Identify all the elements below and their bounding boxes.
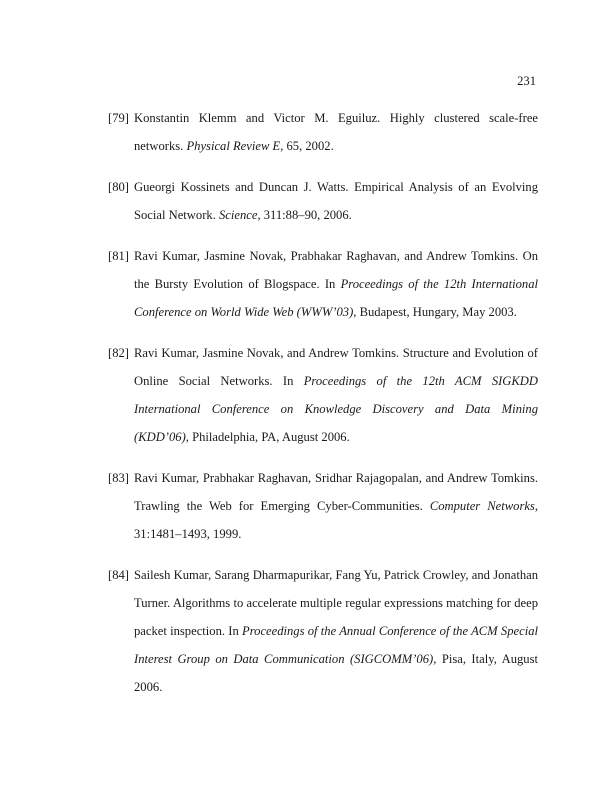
reference-label: [81] (108, 249, 129, 263)
page-number: 231 (517, 74, 536, 88)
reference-item-84 (108, 561, 538, 701)
reference-label: [79] (108, 111, 129, 125)
reference-label: [80] (108, 180, 129, 194)
reference-text: Konstantin Klemm and Victor M. Eguiluz. Highly clustered scale-free networks. Physical Review E, 65, 2002. (134, 111, 538, 153)
reference-text: Gueorgi Kossinets and Duncan J. Watts. Empirical Analysis of an Evolving Social Network. Science, 311:88–90, 2006. (134, 180, 538, 222)
reference-label: [83] (108, 471, 129, 485)
reference-label: [82] (108, 346, 129, 360)
reference-item-81 (108, 242, 538, 326)
reference-item-83 (108, 464, 538, 548)
reference-text: Sailesh Kumar, Sarang Dharmapurikar, Fang Yu, Patrick Crowley, and Jonathan Turner. Algorithms to accelerate multiple regular expressions matching for deep packet inspection. In Proceedings of the Annual Conference of the ACM Special Interest Group on Data Communication (SIGCOMM’06), Pisa, Italy, August 2006. (134, 568, 538, 694)
reference-item-80 (108, 173, 538, 229)
reference-item-82 (108, 339, 538, 451)
reference-text: Ravi Kumar, Jasmine Novak, Prabhakar Raghavan, and Andrew Tomkins. On the Bursty Evolution of Blogspace. In Proceedings of the 12th International Conference on World Wide Web (WWW’03), Budapest, Hungary, May 2003. (134, 249, 538, 319)
bibliography-list (108, 104, 538, 714)
reference-label: [84] (108, 568, 129, 582)
reference-text: Ravi Kumar, Jasmine Novak, and Andrew Tomkins. Structure and Evolution of Online Social Networks. In Proceedings of the 12th ACM SIGKDD International Conference on Knowledge Discovery and Data Mining (KDD’06), Philadelphia, PA, August 2006. (134, 346, 538, 444)
reference-item-79 (108, 104, 538, 160)
reference-text: Ravi Kumar, Prabhakar Raghavan, Sridhar Rajagopalan, and Andrew Tomkins. Trawling the Web for Emerging Cyber-Communities. Computer Networks, 31:1481–1493, 1999. (134, 471, 538, 541)
